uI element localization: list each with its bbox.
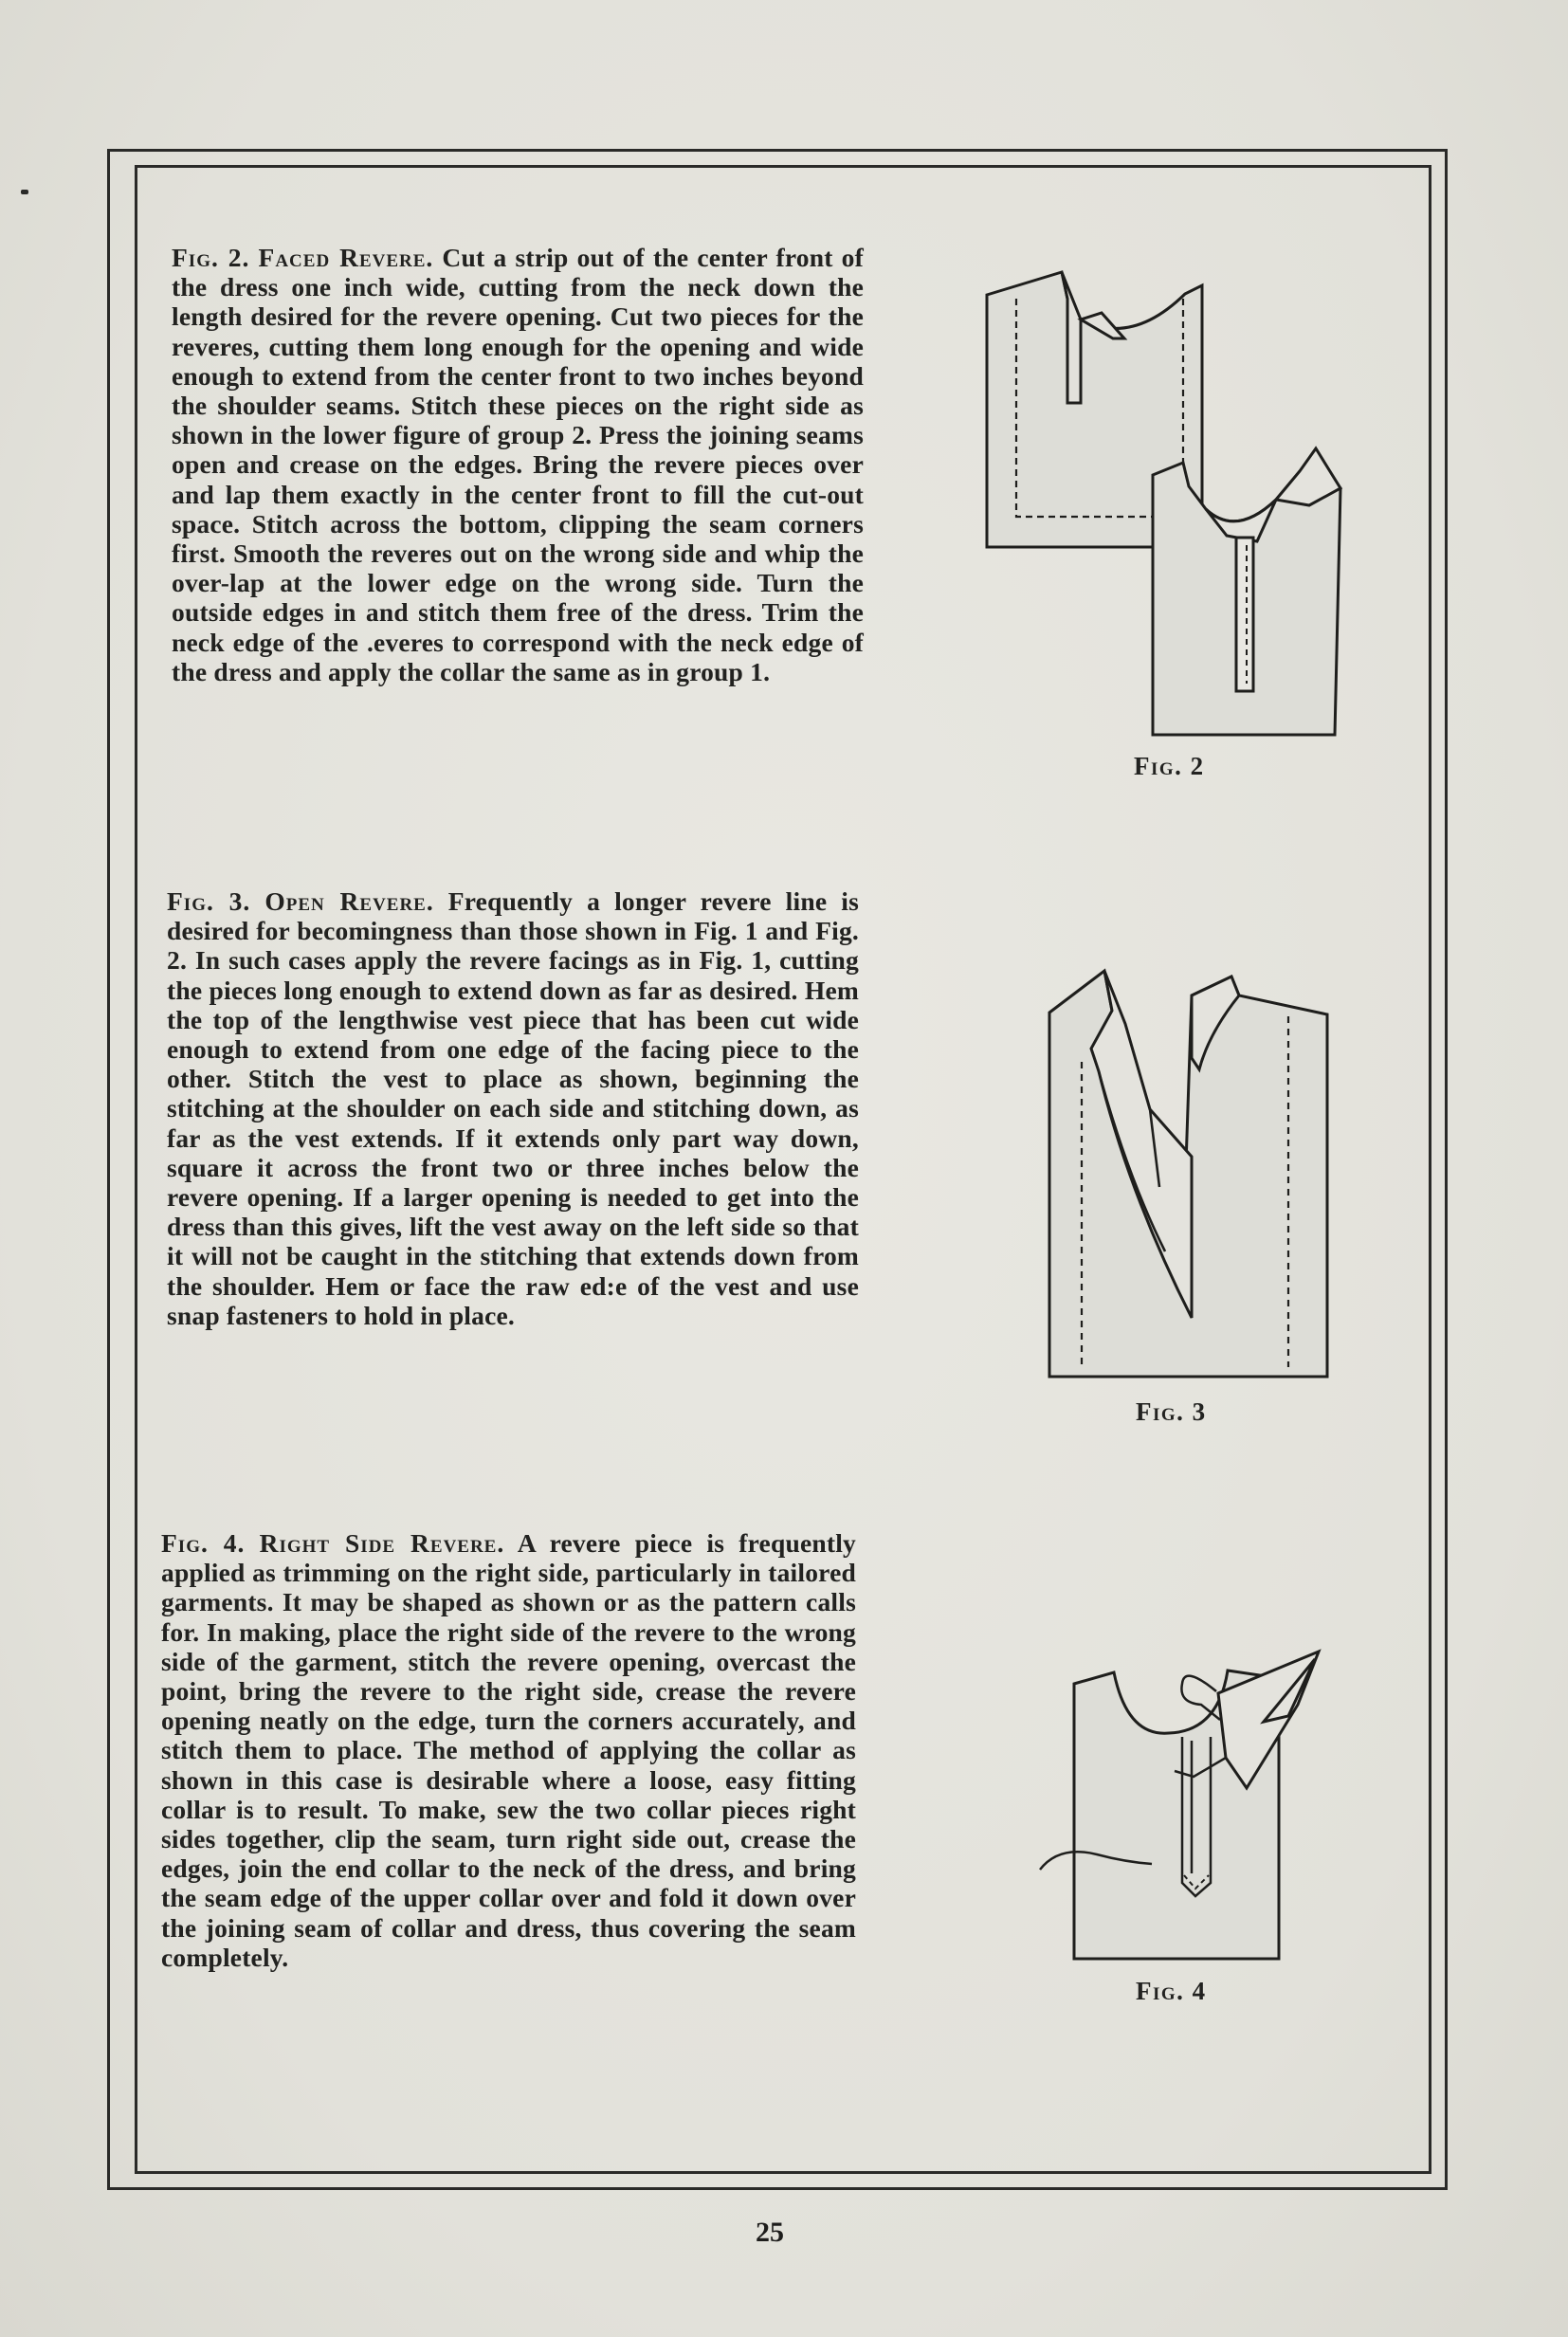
section-heading: Open Revere.: [264, 886, 434, 916]
section-heading: Right Side Revere.: [259, 1528, 505, 1558]
section-body: A revere piece is frequently applied as trimming on the right side, particularly in tailored garments. It may be shaped as shown or as the pattern calls for. In making, place the right side of the revere to the wrong side of the garment, stitch the revere opening, overcast the point, bring the revere to the right side, crease the revere opening neatly on the edge, turn the corners accurately, and stitch them to place. The method of applying the collar as shown in this case is desirable where a loose, easy fitting collar is to result. To make, sew the two collar pieces right sides together, clip the seam, turn right side out, crease the edges, join the end collar to the neck of the dress, and bring the seam edge of the upper collar over and fold it down over the joining seam of collar and dress, thus covering the seam completely.: [161, 1528, 856, 1972]
figure-2-caption: Fig. 2: [1134, 752, 1205, 780]
section-heading: Faced Revere.: [258, 243, 434, 272]
figure-4-illustration: [1040, 1646, 1324, 1964]
figure-3-caption: Fig. 3: [1136, 1397, 1207, 1426]
stray-ink-mark: [21, 190, 28, 194]
section-faced-revere: [172, 243, 864, 686]
section-right-side-revere: [161, 1528, 856, 1972]
section-fig-ref: Fig. 3.: [167, 886, 251, 916]
page-number: 25: [756, 2217, 784, 2248]
section-fig-ref: Fig. 4.: [161, 1528, 246, 1558]
figure-4-caption: Fig. 4: [1136, 1977, 1207, 2005]
section-body: Cut a strip out of the center front of the dress one inch wide, cutting from the neck down the length desired for the revere opening. Cut two pieces for the reveres, cutting them long enough for the opening and wide enough to extend from the center front to two inches beyond the shoulder seams. Stitch these pieces on the right side as shown in the lower figure of group 2. Press the joining seams open and crease on the edges. Bring the revere pieces over and lap them exactly in the center front to fill the cut-out space. Stitch across the bottom, clipping the seam corners first. Smooth the reveres out on the wrong side and whip the over-lap at the lower edge on the wrong side. Turn the outside edges in and stitch them free of the dress. Trim the neck edge of the .everes to correspond with the neck edge of the dress and apply the collar the same as in group 1.: [172, 243, 864, 686]
figure-2-illustration: [982, 261, 1380, 744]
section-body: Frequently a longer revere line is desired for becomingness than those shown in Fig. 1 and Fig. 2. In such cases apply the revere facings as in Fig. 1, cutting the pieces long enough to extend down as far as desired. Hem the top of the lengthwise vest piece that has been cut wide enough to extend from one edge of the facing piece to the other. Stitch the vest to place as shown, beginning the stitching at the shoulder on each side and stitching down, as far as the vest extends. If it extends only part way down, square it across the front two or three inches below the revere opening. If a larger opening is needed to get into the dress than this gives, lift the vest away on the left side so that it will not be caught in the stitching that extends down from the shoulder. Hem or face the raw ed:e of the vest and use snap fasteners to hold in place.: [167, 886, 860, 1330]
section-fig-ref: Fig. 2.: [172, 243, 250, 272]
section-open-revere: [167, 886, 859, 1330]
figure-3-illustration: [1040, 967, 1334, 1377]
